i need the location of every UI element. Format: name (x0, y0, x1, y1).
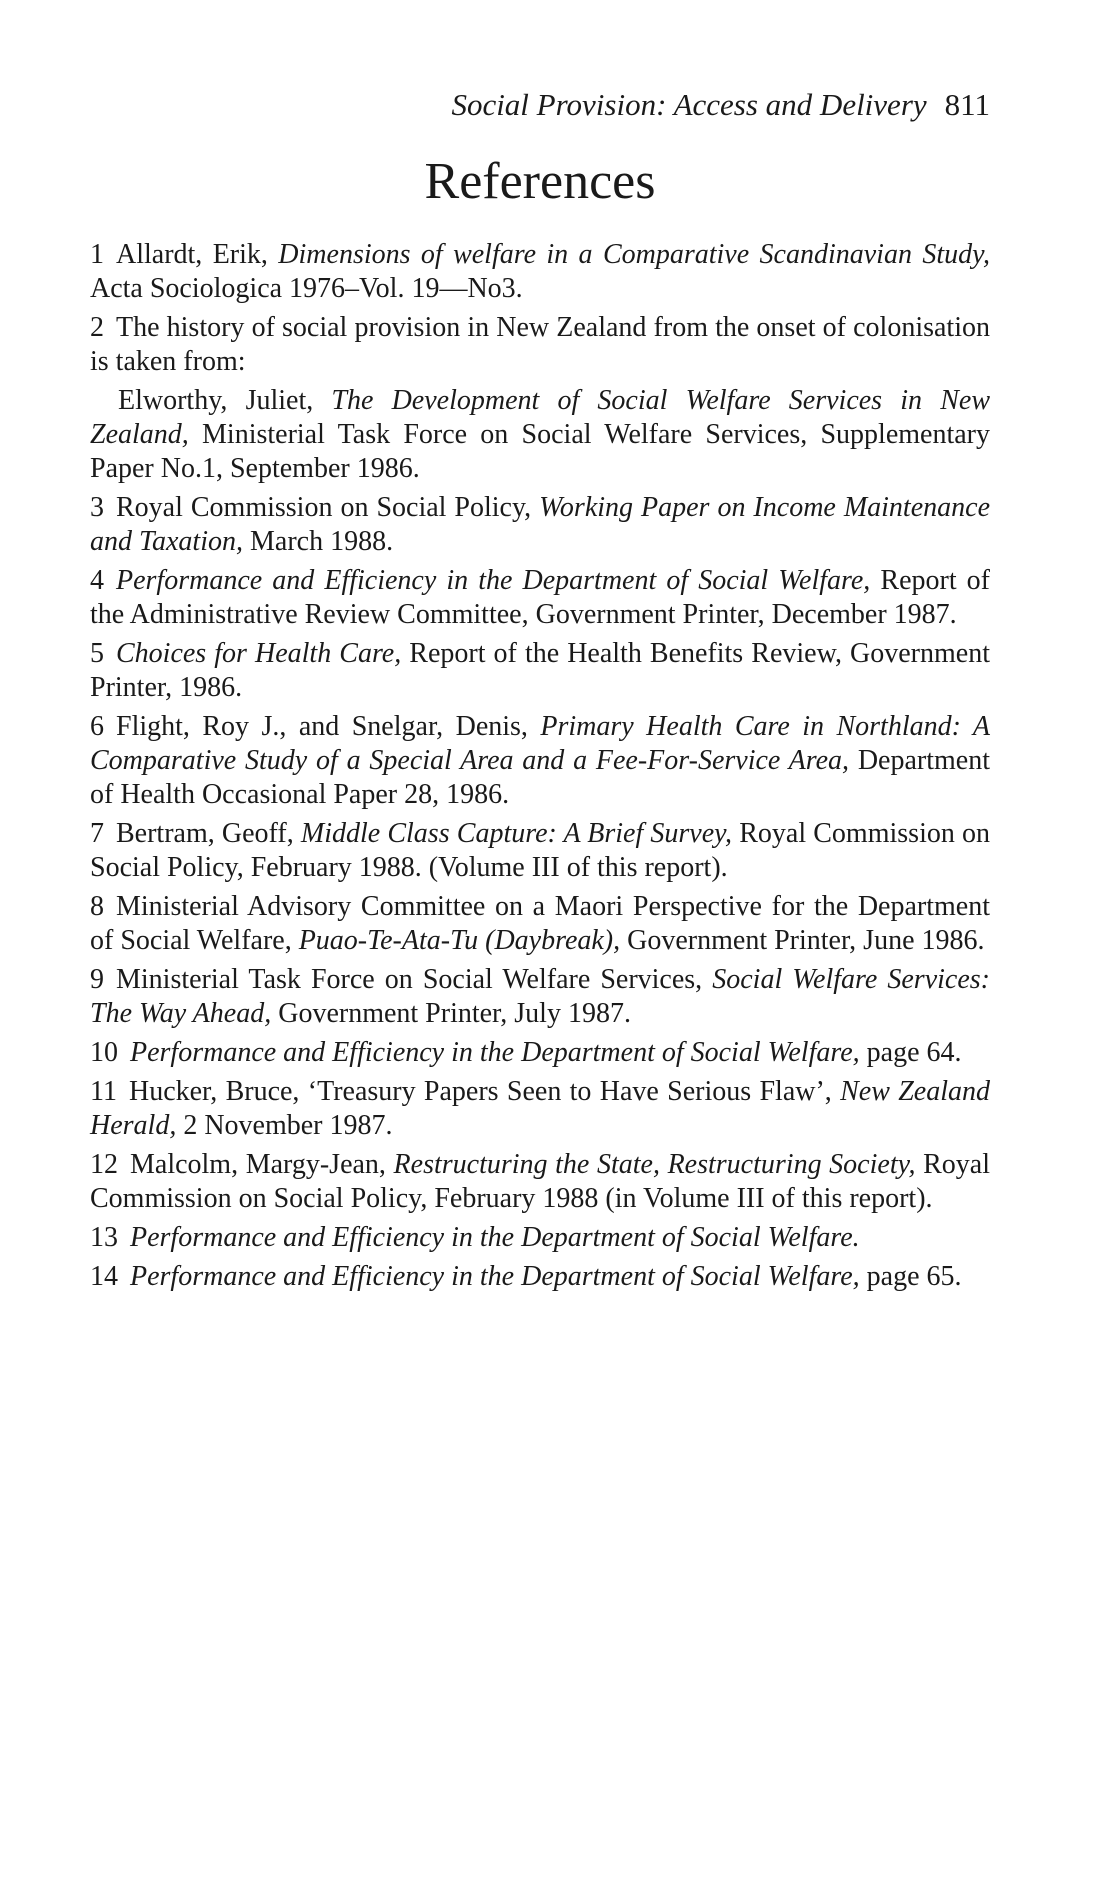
reference-text: March 1988. (243, 526, 394, 557)
reference-number: 3 (90, 492, 104, 523)
reference-text: Allardt, Erik, (116, 239, 279, 270)
reference-title: Choices for Health Care, (116, 638, 402, 669)
reference-entry (90, 238, 990, 306)
reference-sub-entry (90, 384, 990, 486)
reference-title: Working Paper on Income Maintenance and Taxation, (90, 492, 990, 557)
reference-title: Primary Health Care in Northland: A Comparative Study of a Special Area and a Fee-For-Service Area, (90, 711, 990, 776)
running-head (90, 86, 990, 124)
reference-title: Performance and Efficiency in the Department of Social Welfare, (130, 1261, 860, 1292)
reference-entry (90, 1075, 990, 1143)
reference-entry (90, 1036, 990, 1070)
reference-text: Acta Sociologica 1976–Vol. 19—No3. (90, 273, 523, 304)
reference-title: Dimensions of welfare in a Comparative Scandinavian Study, (278, 239, 990, 270)
reference-title: Performance and Efficiency in the Department of Social Welfare, (130, 1037, 860, 1068)
reference-entry (90, 637, 990, 705)
reference-text: Ministerial Task Force on Social Welfare Services, (116, 964, 713, 995)
reference-entry (90, 491, 990, 559)
reference-title: New Zealand Herald, (90, 1076, 991, 1141)
reference-text: Department of Health Occasional Paper 28, 1986. (90, 745, 990, 810)
reference-list (90, 238, 990, 1299)
section-heading: References (424, 153, 656, 210)
reference-text: Royal Commission on Social Policy, February 1988 (in Volume III of this report). (90, 1149, 990, 1214)
reference-text: page 65. (859, 1261, 962, 1292)
reference-number: 7 (90, 818, 104, 849)
reference-text: Government Printer, June 1986. (620, 925, 985, 956)
page-number: 811 (944, 87, 990, 122)
reference-text: Malcolm, Margy-Jean, (130, 1149, 394, 1180)
reference-text: Ministerial Task Force on Social Welfare Services, Supplementary Paper No.1, September 1986. (90, 419, 990, 484)
reference-number: 14 (90, 1261, 118, 1292)
reference-title: Social Welfare Services: The Way Ahead, (90, 964, 990, 1029)
reference-text: Ministerial Advisory Committee on a Maori Perspective for the Department of Social Welfare, (90, 891, 990, 956)
reference-number: 4 (90, 565, 104, 596)
reference-title: Middle Class Capture: A Brief Survey, (300, 818, 733, 849)
reference-text: page 64. (859, 1037, 962, 1068)
reference-number: 6 (90, 711, 104, 742)
reference-title: Performance and Efficiency in the Department of Social Welfare, (116, 565, 871, 596)
reference-text: Bertram, Geoff, (116, 818, 301, 849)
reference-number: 9 (90, 964, 104, 995)
reference-text: Elworthy, Juliet, (118, 385, 332, 416)
reference-text: Government Printer, July 1987. (271, 998, 631, 1029)
reference-number: 1 (90, 239, 104, 270)
reference-title: Restructuring the State, Restructuring Society, (393, 1149, 916, 1180)
reference-text: Hucker, Bruce, ‘Treasury Papers Seen to Have Serious Flaw’, (128, 1076, 841, 1107)
reference-entry (90, 1221, 990, 1255)
reference-title: Performance and Efficiency in the Department of Social Welfare. (130, 1222, 860, 1253)
reference-text: Royal Commission on Social Policy, February 1988. (Volume III of this report). (90, 818, 991, 883)
running-head-title: Social Provision: Access and Delivery (451, 87, 927, 122)
reference-entry (90, 564, 990, 632)
reference-entry (90, 963, 990, 1031)
reference-number: 12 (90, 1149, 118, 1180)
reference-entry (90, 1260, 990, 1294)
reference-entry (90, 890, 990, 958)
reference-entry (90, 1148, 990, 1216)
reference-number: 2 (90, 312, 104, 343)
reference-number: 8 (90, 891, 104, 922)
reference-title: The Development of Social Welfare Services in New Zealand, (90, 385, 990, 450)
reference-number: 5 (90, 638, 104, 669)
reference-text: 2 November 1987. (176, 1110, 393, 1141)
reference-entry (90, 817, 990, 885)
reference-number: 10 (90, 1037, 118, 1068)
reference-number: 13 (90, 1222, 118, 1253)
reference-text: Flight, Roy J., and Snelgar, Denis, (116, 711, 541, 742)
reference-entry (90, 311, 990, 379)
reference-text: The history of social provision in New Zealand from the onset of colonisation is taken from: (90, 312, 990, 377)
reference-entry (90, 710, 990, 812)
reference-number: 11 (90, 1076, 117, 1107)
reference-text: Report of the Health Benefits Review, Government Printer, 1986. (90, 638, 990, 703)
reference-text: Royal Commission on Social Policy, (116, 492, 540, 523)
reference-title: Puao-Te-Ata-Tu (Daybreak), (298, 925, 621, 956)
reference-text: Report of the Administrative Review Committee, Government Printer, December 1987. (90, 565, 991, 630)
